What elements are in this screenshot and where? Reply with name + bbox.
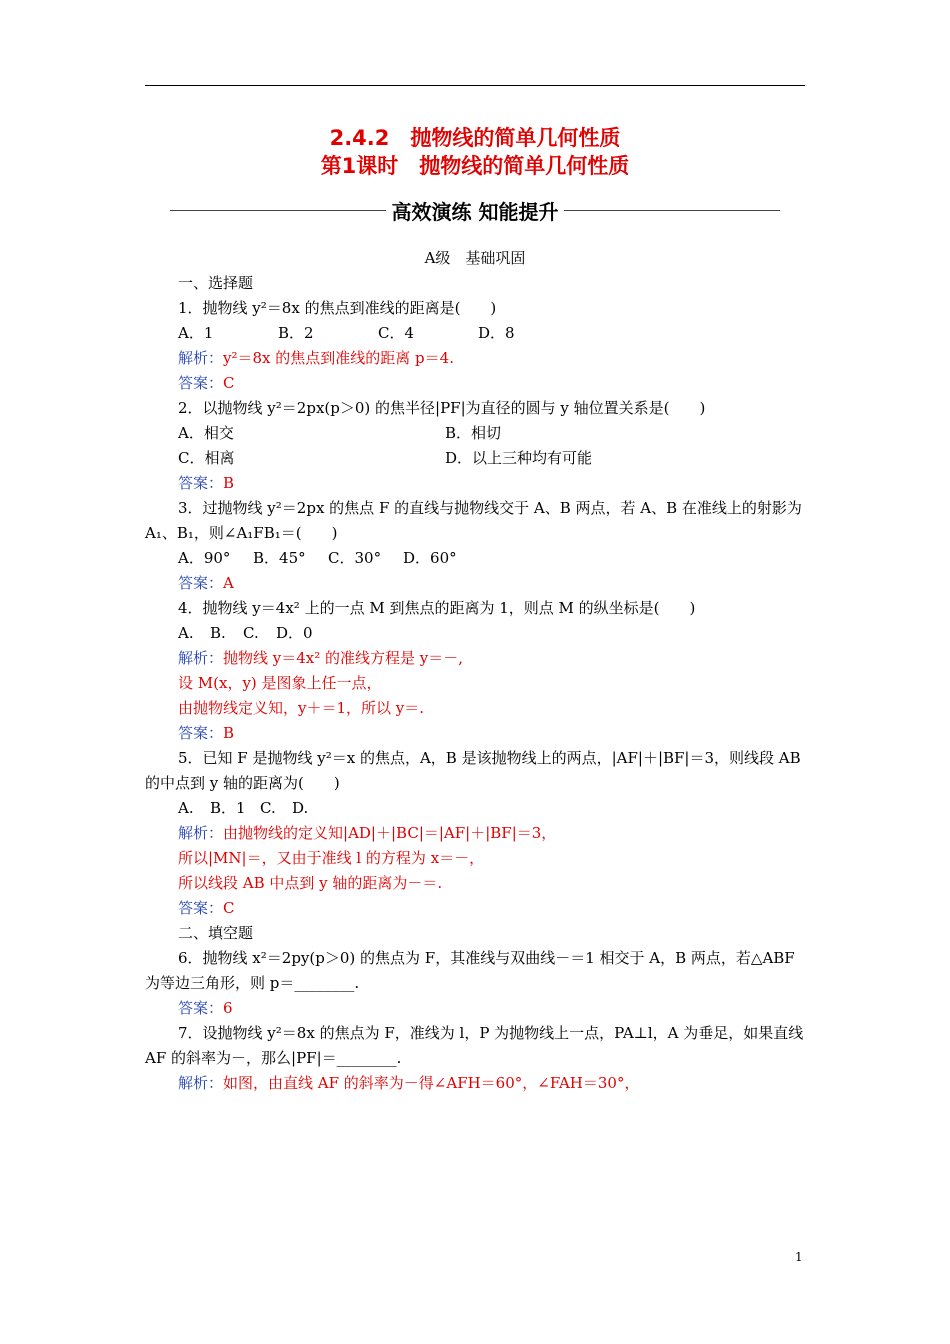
q1-option-c: C．4 <box>378 324 415 342</box>
banner <box>170 196 780 224</box>
q3-answer-value: A <box>223 574 234 592</box>
q1-option-d: D．8 <box>478 324 515 342</box>
q4-option-d: D．0 <box>276 624 313 642</box>
q4-option-a: A. <box>178 624 194 642</box>
q5-jiexi-1 <box>178 823 556 843</box>
q2-option-d: D．以上三种均有可能 <box>445 449 593 467</box>
q1-answer-value: C <box>223 374 235 392</box>
q5-option-c: C. <box>260 799 276 817</box>
q2-answer <box>178 473 234 493</box>
q1-stem: 1．抛物线 y²＝8x 的焦点到准线的距离是( ) <box>178 299 497 317</box>
q4-option-b: B. <box>210 624 226 642</box>
q7-jiexi-label: 解析： <box>178 1074 224 1092</box>
q4-jiexi-1 <box>178 648 463 668</box>
q2-option-c: C．相离 <box>178 449 235 467</box>
q6-stem-1: 6．抛物线 x²＝2py(p＞0) 的焦点为 F，其准线与双曲线－＝1 相交于 A，B 两点，若△ABF <box>178 949 795 967</box>
header-rule <box>145 85 805 86</box>
q5-answer-value: C <box>223 899 235 917</box>
q6-stem-2: 为等边三角形，则 p＝________. <box>145 974 360 992</box>
page-number: 1 <box>795 1250 803 1264</box>
q2-answer-value: B <box>223 474 235 492</box>
q1-option-b: B．2 <box>278 324 314 342</box>
q6-answer-value: 6 <box>223 999 233 1017</box>
q5-answer-label: 答案： <box>178 899 224 917</box>
title-line-1: 2.4.2 抛物线的简单几何性质 <box>329 126 621 150</box>
q1-answer-label: 答案： <box>178 374 224 392</box>
q4-jiexi-3: 由抛物线定义知，y＋＝1，所以 y＝. <box>178 699 425 717</box>
q3-stem-2: A₁、B₁，则∠A₁FB₁＝( ) <box>145 524 338 542</box>
q5-jiexi-3: 所以线段 AB 中点到 y 轴的距离为－＝. <box>178 874 443 892</box>
q7-stem-1: 7．设抛物线 y²＝8x 的焦点为 F，准线为 l，P 为抛物线上一点，PA⊥l，A 为垂足，如果直线 <box>178 1024 804 1042</box>
q3-option-b: B．45° <box>253 549 306 567</box>
q7-jiexi <box>178 1073 639 1093</box>
q1-jiexi-label: 解析： <box>178 349 224 367</box>
q5-option-b: B．1 <box>210 799 246 817</box>
q1-jiexi-text: y²＝8x 的焦点到准线的距离 p＝4. <box>223 349 454 367</box>
banner-text: 高效演练 知能提升 <box>386 200 565 224</box>
q5-option-a: A. <box>178 799 194 817</box>
q4-answer-label: 答案： <box>178 724 224 742</box>
q2-answer-label: 答案： <box>178 474 224 492</box>
q2-option-b: B．相切 <box>445 424 502 442</box>
section-fill: 二、填空题 <box>178 924 254 942</box>
q5-answer <box>178 898 235 918</box>
q5-stem-1: 5．已知 F 是抛物线 y²＝x 的焦点，A，B 是该抛物线上的两点，|AF|＋|BF|＝3，则线段 AB <box>178 749 801 767</box>
q5-option-d: D. <box>292 799 309 817</box>
q4-stem: 4．抛物线 y＝4x² 上的一点 M 到焦点的距离为 1，则点 M 的纵坐标是( ) <box>178 599 696 617</box>
q5-stem-2: 的中点到 y 轴的距离为( ) <box>145 774 340 792</box>
q5-jiexi-label: 解析： <box>178 824 224 842</box>
q2-option-a: A．相交 <box>178 424 234 442</box>
q4-jiexi-text-1: 抛物线 y＝4x² 的准线方程是 y＝－, <box>223 649 464 667</box>
q5-jiexi-text-1: 由抛物线的定义知|AD|＋|BC|＝|AF|＋|BF|＝3， <box>223 824 557 842</box>
title-line-2: 第1课时 抛物线的简单几何性质 <box>320 154 630 178</box>
q3-stem-1: 3．过抛物线 y²＝2px 的焦点 F 的直线与抛物线交于 A、B 两点，若 A、B 在准线上的射影为 <box>178 499 802 517</box>
q6-answer-label: 答案： <box>178 999 224 1017</box>
q1-jiexi <box>178 348 454 368</box>
q3-answer-label: 答案： <box>178 574 224 592</box>
q4-answer-value: B <box>223 724 235 742</box>
level-heading: A级 基础巩固 <box>424 249 526 267</box>
q1-answer <box>178 373 235 393</box>
q4-answer <box>178 723 234 743</box>
q4-jiexi-2: 设 M(x，y) 是图象上任一点， <box>178 674 382 692</box>
q4-jiexi-label: 解析： <box>178 649 224 667</box>
q4-option-c: C. <box>243 624 259 642</box>
q3-option-d: D．60° <box>403 549 457 567</box>
q7-stem-2: AF 的斜率为－，那么|PF|＝________. <box>145 1049 402 1067</box>
q6-answer <box>178 998 233 1018</box>
q5-jiexi-2: 所以|MN|＝，又由于准线 l 的方程为 x＝－， <box>178 849 485 867</box>
section-choice: 一、选择题 <box>178 274 254 292</box>
q3-option-c: C．30° <box>328 549 382 567</box>
q1-option-a: A．1 <box>178 324 214 342</box>
q2-stem: 2．以抛物线 y²＝2px(p＞0) 的焦半径|PF|为直径的圆与 y 轴位置关系是( ) <box>178 399 706 417</box>
q7-jiexi-text: 如图，由直线 AF 的斜率为－得∠AFH＝60°，∠FAH＝30°， <box>223 1074 640 1092</box>
q3-option-a: A．90° <box>178 549 231 567</box>
q3-answer <box>178 573 234 593</box>
